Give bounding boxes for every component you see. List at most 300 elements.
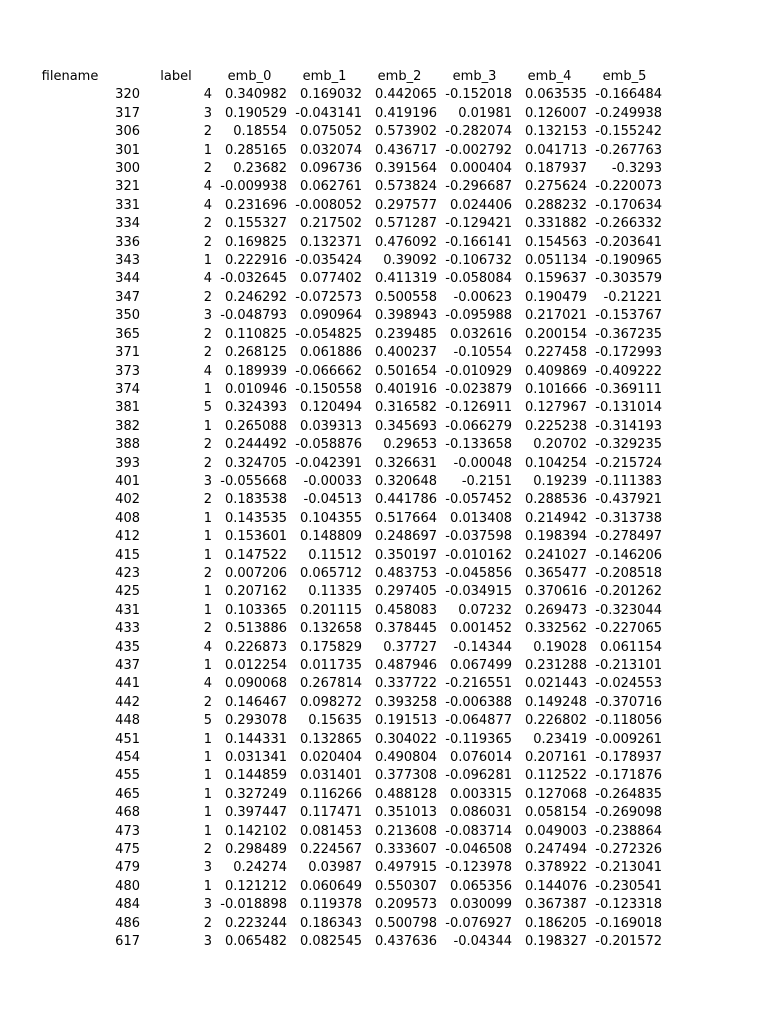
cell-emb-4: 0.186205 xyxy=(524,915,587,931)
cell-emb-4: 0.227458 xyxy=(524,345,587,361)
cell-label: 1 xyxy=(203,823,212,839)
cell-emb-2: 0.39092 xyxy=(383,253,437,269)
cell-emb-0: 0.183538 xyxy=(224,492,287,508)
cell-label: 3 xyxy=(203,308,212,324)
cell-emb-0: -0.032645 xyxy=(220,271,287,287)
cell-emb-2: 0.488128 xyxy=(374,786,437,802)
cell-emb-0: 0.231696 xyxy=(224,197,287,213)
cell-emb-4: 0.225238 xyxy=(524,418,587,434)
cell-emb-4: 0.217021 xyxy=(524,308,587,324)
header-emb-3: emb_3 xyxy=(452,69,497,84)
cell-emb-2: 0.573902 xyxy=(374,124,437,140)
header-filename: filename xyxy=(41,69,99,84)
cell-emb-3: -0.064877 xyxy=(445,713,512,729)
cell-emb-4: 0.063535 xyxy=(524,87,587,103)
cell-emb-4: 0.154563 xyxy=(524,234,587,250)
cell-emb-1: 0.119378 xyxy=(299,897,362,913)
cell-emb-3: -0.152018 xyxy=(445,87,512,103)
cell-emb-3: -0.076927 xyxy=(445,915,512,931)
cell-emb-3: -0.057452 xyxy=(445,492,512,508)
cell-emb-0: 0.340982 xyxy=(224,87,287,103)
cell-filename: 331 xyxy=(115,197,140,213)
cell-emb-0: 0.246292 xyxy=(224,289,287,305)
cell-label: 1 xyxy=(203,786,212,802)
cell-emb-5: -0.170634 xyxy=(595,197,662,213)
cell-emb-4: 0.365477 xyxy=(524,565,587,581)
cell-emb-0: 0.144331 xyxy=(224,731,287,747)
cell-emb-2: 0.401916 xyxy=(374,381,437,397)
cell-label: 2 xyxy=(203,437,212,453)
cell-emb-0: 0.222916 xyxy=(224,253,287,269)
header-emb-4: emb_4 xyxy=(527,69,572,84)
cell-label: 2 xyxy=(203,915,212,931)
table-row xyxy=(0,436,662,454)
cell-label: 1 xyxy=(203,805,212,821)
cell-emb-2: 0.378445 xyxy=(374,621,437,637)
cell-emb-0: -0.009938 xyxy=(220,179,287,195)
cell-label: 5 xyxy=(203,713,212,729)
cell-filename: 401 xyxy=(115,473,140,489)
cell-emb-4: 0.23419 xyxy=(533,731,587,747)
cell-filename: 484 xyxy=(115,897,140,913)
cell-emb-4: 0.127967 xyxy=(524,400,587,416)
cell-emb-5: -0.227065 xyxy=(595,621,662,637)
cell-emb-3: -0.123978 xyxy=(445,860,512,876)
cell-emb-4: 0.19028 xyxy=(533,639,587,655)
cell-emb-1: 0.104355 xyxy=(299,510,362,526)
cell-label: 2 xyxy=(203,124,212,140)
cell-emb-5: -0.314193 xyxy=(595,418,662,434)
cell-filename: 374 xyxy=(115,381,140,397)
cell-emb-5: -0.278497 xyxy=(595,529,662,545)
table-row xyxy=(0,823,662,841)
header-emb-0: emb_0 xyxy=(227,69,272,84)
cell-emb-2: 0.476092 xyxy=(374,234,437,250)
cell-emb-1: 0.075052 xyxy=(299,124,362,140)
cell-label: 4 xyxy=(203,197,212,213)
table-row xyxy=(0,289,662,307)
cell-filename: 433 xyxy=(115,621,140,637)
cell-emb-4: 0.198394 xyxy=(524,529,587,545)
cell-emb-0: 0.324393 xyxy=(224,400,287,416)
cell-emb-1: 0.011735 xyxy=(299,658,362,673)
table-row xyxy=(0,528,662,546)
cell-label: 4 xyxy=(203,87,212,103)
cell-emb-0: 0.265088 xyxy=(224,418,287,434)
table-row xyxy=(0,455,662,473)
cell-emb-0: 0.244492 xyxy=(224,437,287,453)
cell-filename: 435 xyxy=(115,639,140,655)
cell-emb-3: -0.282074 xyxy=(445,124,512,140)
cell-emb-3: -0.14344 xyxy=(453,639,512,655)
cell-emb-0: -0.055668 xyxy=(220,473,287,489)
cell-emb-5: -0.329235 xyxy=(595,437,662,453)
cell-emb-0: 0.143535 xyxy=(224,510,287,526)
cell-emb-4: 0.190479 xyxy=(524,289,587,305)
cell-label: 1 xyxy=(203,529,212,545)
cell-emb-2: 0.297405 xyxy=(374,584,437,600)
cell-label: 1 xyxy=(203,418,212,434)
cell-emb-3: -0.046508 xyxy=(445,842,512,858)
cell-emb-1: -0.066662 xyxy=(295,363,362,379)
cell-emb-2: 0.213608 xyxy=(374,823,437,839)
cell-emb-1: -0.008052 xyxy=(295,197,362,213)
cell-emb-0: 0.226873 xyxy=(224,639,287,655)
cell-emb-0: 0.110825 xyxy=(224,326,287,342)
cell-emb-3: 0.086031 xyxy=(449,805,512,821)
cell-filename: 475 xyxy=(115,842,140,858)
cell-emb-4: 0.149248 xyxy=(524,694,587,710)
cell-emb-5: -0.249938 xyxy=(595,105,662,121)
cell-filename: 451 xyxy=(115,731,140,747)
cell-emb-1: 0.169032 xyxy=(299,87,362,103)
cell-filename: 425 xyxy=(115,584,140,600)
cell-emb-2: 0.351013 xyxy=(374,805,437,821)
cell-emb-3: 0.065356 xyxy=(449,878,512,894)
cell-emb-0: 0.090068 xyxy=(224,676,287,692)
table-row xyxy=(0,160,662,178)
cell-emb-1: 0.117471 xyxy=(299,805,362,821)
cell-emb-0: 0.065482 xyxy=(224,934,287,950)
cell-label: 2 xyxy=(203,345,212,361)
cell-emb-4: 0.207161 xyxy=(524,750,587,766)
cell-emb-4: 0.187937 xyxy=(524,161,587,177)
cell-filename: 431 xyxy=(115,602,140,618)
cell-emb-1: 0.098272 xyxy=(299,694,362,710)
cell-emb-5: -0.178937 xyxy=(595,750,662,766)
table-row xyxy=(0,178,662,196)
cell-emb-1: -0.150558 xyxy=(295,381,362,397)
cell-emb-0: 0.153601 xyxy=(224,529,287,545)
cell-emb-5: -0.131014 xyxy=(595,400,662,416)
cell-emb-0: 0.010946 xyxy=(224,381,287,397)
cell-emb-1: 0.065712 xyxy=(299,565,362,581)
cell-emb-0: 0.190529 xyxy=(224,105,287,121)
cell-emb-3: -0.04344 xyxy=(453,934,512,950)
cell-label: 1 xyxy=(203,381,212,397)
cell-emb-1: 0.020404 xyxy=(299,750,362,766)
cell-filename: 334 xyxy=(115,216,140,232)
cell-emb-1: -0.072573 xyxy=(295,289,362,305)
cell-emb-2: 0.37727 xyxy=(383,639,437,655)
cell-emb-0: 0.397447 xyxy=(224,805,287,821)
cell-emb-2: 0.304022 xyxy=(374,731,437,747)
cell-emb-0: 0.18554 xyxy=(233,124,287,140)
cell-filename: 365 xyxy=(115,326,140,342)
cell-emb-4: 0.041713 xyxy=(524,142,587,158)
cell-emb-2: 0.400237 xyxy=(374,345,437,361)
header-emb-5: emb_5 xyxy=(602,69,647,84)
cell-filename: 381 xyxy=(115,400,140,416)
cell-emb-2: 0.458083 xyxy=(374,602,437,618)
cell-emb-2: 0.436717 xyxy=(374,142,437,158)
cell-emb-2: 0.345693 xyxy=(374,418,437,434)
cell-label: 5 xyxy=(203,400,212,416)
cell-filename: 402 xyxy=(115,492,140,508)
cell-label: 2 xyxy=(203,216,212,232)
cell-emb-3: -0.296687 xyxy=(445,179,512,195)
table-row xyxy=(0,381,662,399)
table-row xyxy=(0,639,662,657)
cell-emb-0: 0.146467 xyxy=(224,694,287,710)
cell-emb-3: -0.037598 xyxy=(445,529,512,545)
cell-emb-5: -0.220073 xyxy=(595,179,662,195)
cell-emb-5: -0.111383 xyxy=(595,473,662,489)
cell-emb-0: 0.121212 xyxy=(224,878,287,894)
cell-emb-2: 0.191513 xyxy=(374,713,437,729)
table-header xyxy=(0,68,662,86)
cell-emb-1: 0.132865 xyxy=(299,731,362,747)
cell-filename: 437 xyxy=(115,658,140,673)
cell-label: 2 xyxy=(203,234,212,250)
cell-emb-4: 0.159637 xyxy=(524,271,587,287)
cell-emb-1: -0.043141 xyxy=(295,105,362,121)
cell-label: 1 xyxy=(203,547,212,563)
cell-label: 2 xyxy=(203,161,212,177)
cell-emb-5: -0.213041 xyxy=(595,860,662,876)
cell-emb-4: 0.269473 xyxy=(524,602,587,618)
cell-emb-1: 0.096736 xyxy=(299,161,362,177)
table-row xyxy=(0,399,662,417)
cell-filename: 479 xyxy=(115,860,140,876)
cell-filename: 473 xyxy=(115,823,140,839)
cell-label: 3 xyxy=(203,860,212,876)
cell-emb-4: 0.409869 xyxy=(524,363,587,379)
cell-filename: 371 xyxy=(115,345,140,361)
cell-emb-5: -0.272326 xyxy=(595,842,662,858)
cell-emb-1: -0.04513 xyxy=(303,492,362,508)
cell-emb-5: -0.215724 xyxy=(595,455,662,471)
cell-emb-0: 0.155327 xyxy=(224,216,287,232)
table-row xyxy=(0,786,662,804)
cell-emb-4: 0.200154 xyxy=(524,326,587,342)
cell-emb-5: -0.169018 xyxy=(595,915,662,931)
cell-emb-2: 0.393258 xyxy=(374,694,437,710)
cell-emb-5: 0.061154 xyxy=(599,639,662,655)
cell-emb-3: 0.032616 xyxy=(449,326,512,342)
cell-emb-1: 0.132371 xyxy=(299,234,362,250)
cell-emb-0: 0.031341 xyxy=(224,750,287,766)
table-row xyxy=(0,344,662,362)
cell-emb-1: -0.00033 xyxy=(303,473,362,489)
cell-emb-3: -0.133658 xyxy=(445,437,512,453)
table-row xyxy=(0,804,662,822)
cell-emb-2: 0.490804 xyxy=(374,750,437,766)
cell-emb-4: 0.101666 xyxy=(524,381,587,397)
cell-label: 4 xyxy=(203,179,212,195)
cell-label: 1 xyxy=(203,510,212,526)
cell-label: 1 xyxy=(203,768,212,784)
cell-emb-5: -0.024553 xyxy=(595,676,662,692)
cell-emb-3: -0.00048 xyxy=(453,455,512,471)
cell-emb-1: 0.120494 xyxy=(299,400,362,416)
cell-emb-3: -0.010929 xyxy=(445,363,512,379)
cell-emb-5: -0.166484 xyxy=(595,87,662,103)
cell-filename: 617 xyxy=(115,934,140,950)
cell-emb-1: 0.090964 xyxy=(299,308,362,324)
cell-emb-5: -0.323044 xyxy=(595,602,662,618)
cell-emb-4: 0.288232 xyxy=(524,197,587,213)
cell-emb-2: 0.377308 xyxy=(374,768,437,784)
header-label: label xyxy=(160,69,192,84)
table-row xyxy=(0,749,662,767)
table-row xyxy=(0,841,662,859)
cell-emb-5: -0.171876 xyxy=(595,768,662,784)
cell-emb-3: 0.024406 xyxy=(449,197,512,213)
cell-filename: 321 xyxy=(115,179,140,195)
cell-label: 2 xyxy=(203,455,212,471)
cell-emb-3: -0.002792 xyxy=(445,142,512,158)
cell-label: 1 xyxy=(203,731,212,747)
cell-emb-4: 0.370616 xyxy=(524,584,587,600)
cell-emb-2: 0.316582 xyxy=(374,400,437,416)
cell-emb-1: -0.035424 xyxy=(295,253,362,269)
table-row xyxy=(0,583,662,601)
cell-emb-3: -0.058084 xyxy=(445,271,512,287)
cell-filename: 393 xyxy=(115,455,140,471)
cell-emb-5: -0.303579 xyxy=(595,271,662,287)
cell-emb-3: -0.034915 xyxy=(445,584,512,600)
cell-emb-4: 0.19239 xyxy=(533,473,587,489)
cell-emb-5: -0.266332 xyxy=(595,216,662,232)
cell-label: 1 xyxy=(203,253,212,269)
cell-emb-2: 0.550307 xyxy=(374,878,437,894)
cell-filename: 412 xyxy=(115,529,140,545)
cell-emb-0: -0.018898 xyxy=(220,897,287,913)
cell-filename: 347 xyxy=(115,289,140,305)
table-row xyxy=(0,859,662,877)
cell-label: 3 xyxy=(203,473,212,489)
table-row xyxy=(0,326,662,344)
cell-emb-4: 0.331882 xyxy=(524,216,587,232)
cell-emb-3: -0.045856 xyxy=(445,565,512,581)
cell-emb-3: -0.10554 xyxy=(453,345,512,361)
cell-emb-4: 0.241027 xyxy=(524,547,587,563)
cell-emb-1: 0.082545 xyxy=(299,934,362,950)
cell-emb-5: -0.367235 xyxy=(595,326,662,342)
table-row xyxy=(0,878,662,896)
cell-emb-0: 0.007206 xyxy=(224,565,287,581)
cell-emb-2: 0.320648 xyxy=(374,473,437,489)
cell-emb-4: 0.126007 xyxy=(524,105,587,121)
cell-emb-1: 0.175829 xyxy=(299,639,362,655)
cell-emb-2: 0.337722 xyxy=(374,676,437,692)
cell-emb-3: -0.216551 xyxy=(445,676,512,692)
cell-emb-1: 0.032074 xyxy=(299,142,362,158)
table-row xyxy=(0,933,662,951)
cell-emb-3: -0.083714 xyxy=(445,823,512,839)
cell-emb-5: -0.208518 xyxy=(595,565,662,581)
cell-filename: 301 xyxy=(115,142,140,158)
cell-emb-1: 0.217502 xyxy=(299,216,362,232)
cell-label: 2 xyxy=(203,565,212,581)
cell-emb-4: 0.214942 xyxy=(524,510,587,526)
cell-emb-1: 0.267814 xyxy=(299,676,362,692)
cell-emb-0: 0.293078 xyxy=(224,713,287,729)
cell-emb-1: 0.060649 xyxy=(299,878,362,894)
cell-filename: 455 xyxy=(115,768,140,784)
cell-filename: 415 xyxy=(115,547,140,563)
cell-emb-3: 0.067499 xyxy=(449,658,512,673)
cell-emb-0: 0.012254 xyxy=(224,658,287,673)
cell-emb-1: -0.042391 xyxy=(295,455,362,471)
cell-emb-2: 0.573824 xyxy=(374,179,437,195)
cell-emb-0: 0.268125 xyxy=(224,345,287,361)
cell-filename: 320 xyxy=(115,87,140,103)
cell-emb-1: 0.116266 xyxy=(299,786,362,802)
cell-emb-2: 0.437636 xyxy=(374,934,437,950)
cell-emb-3: 0.013408 xyxy=(449,510,512,526)
table-row xyxy=(0,731,662,749)
table-row xyxy=(0,86,662,104)
cell-emb-2: 0.441786 xyxy=(374,492,437,508)
cell-emb-0: 0.207162 xyxy=(224,584,287,600)
cell-label: 3 xyxy=(203,105,212,121)
cell-emb-2: 0.411319 xyxy=(374,271,437,287)
cell-emb-2: 0.350197 xyxy=(374,547,437,563)
cell-filename: 300 xyxy=(115,161,140,177)
cell-emb-2: 0.571287 xyxy=(374,216,437,232)
cell-emb-3: -0.2151 xyxy=(461,473,512,489)
cell-emb-2: 0.483753 xyxy=(374,565,437,581)
table-body xyxy=(0,86,662,951)
cell-emb-1: 0.186343 xyxy=(299,915,362,931)
cell-emb-4: 0.231288 xyxy=(524,658,587,673)
table-row xyxy=(0,142,662,160)
cell-filename: 382 xyxy=(115,418,140,434)
cell-label: 2 xyxy=(203,326,212,342)
cell-emb-1: 0.039313 xyxy=(299,418,362,434)
cell-emb-3: -0.095988 xyxy=(445,308,512,324)
cell-emb-4: 0.367387 xyxy=(524,897,587,913)
cell-emb-5: -0.238864 xyxy=(595,823,662,839)
cell-emb-2: 0.239485 xyxy=(374,326,437,342)
cell-emb-0: 0.324705 xyxy=(224,455,287,471)
table-row xyxy=(0,270,662,288)
cell-emb-3: -0.00623 xyxy=(453,289,512,305)
table-row xyxy=(0,473,662,491)
cell-emb-5: -0.437921 xyxy=(595,492,662,508)
cell-emb-2: 0.487946 xyxy=(374,658,437,673)
cell-emb-1: -0.054825 xyxy=(295,326,362,342)
cell-label: 1 xyxy=(203,584,212,600)
cell-emb-0: 0.144859 xyxy=(224,768,287,784)
cell-emb-3: -0.129421 xyxy=(445,216,512,232)
cell-emb-2: 0.333607 xyxy=(374,842,437,858)
cell-emb-2: 0.442065 xyxy=(374,87,437,103)
cell-label: 4 xyxy=(203,363,212,379)
cell-emb-0: -0.048793 xyxy=(220,308,287,324)
cell-emb-5: -0.146206 xyxy=(595,547,662,563)
cell-emb-1: 0.11512 xyxy=(308,547,362,563)
cell-filename: 344 xyxy=(115,271,140,287)
table-row xyxy=(0,307,662,325)
cell-emb-4: 0.051134 xyxy=(524,253,587,269)
cell-emb-4: 0.104254 xyxy=(524,455,587,471)
cell-filename: 423 xyxy=(115,565,140,581)
cell-emb-3: -0.010162 xyxy=(445,547,512,563)
cell-emb-1: 0.031401 xyxy=(299,768,362,784)
table-row xyxy=(0,675,662,693)
cell-emb-2: 0.501654 xyxy=(374,363,437,379)
cell-filename: 486 xyxy=(115,915,140,931)
cell-emb-5: -0.267763 xyxy=(595,142,662,158)
cell-emb-5: -0.153767 xyxy=(595,308,662,324)
table-row xyxy=(0,418,662,436)
table-row xyxy=(0,547,662,565)
cell-label: 1 xyxy=(203,658,212,673)
cell-filename: 336 xyxy=(115,234,140,250)
